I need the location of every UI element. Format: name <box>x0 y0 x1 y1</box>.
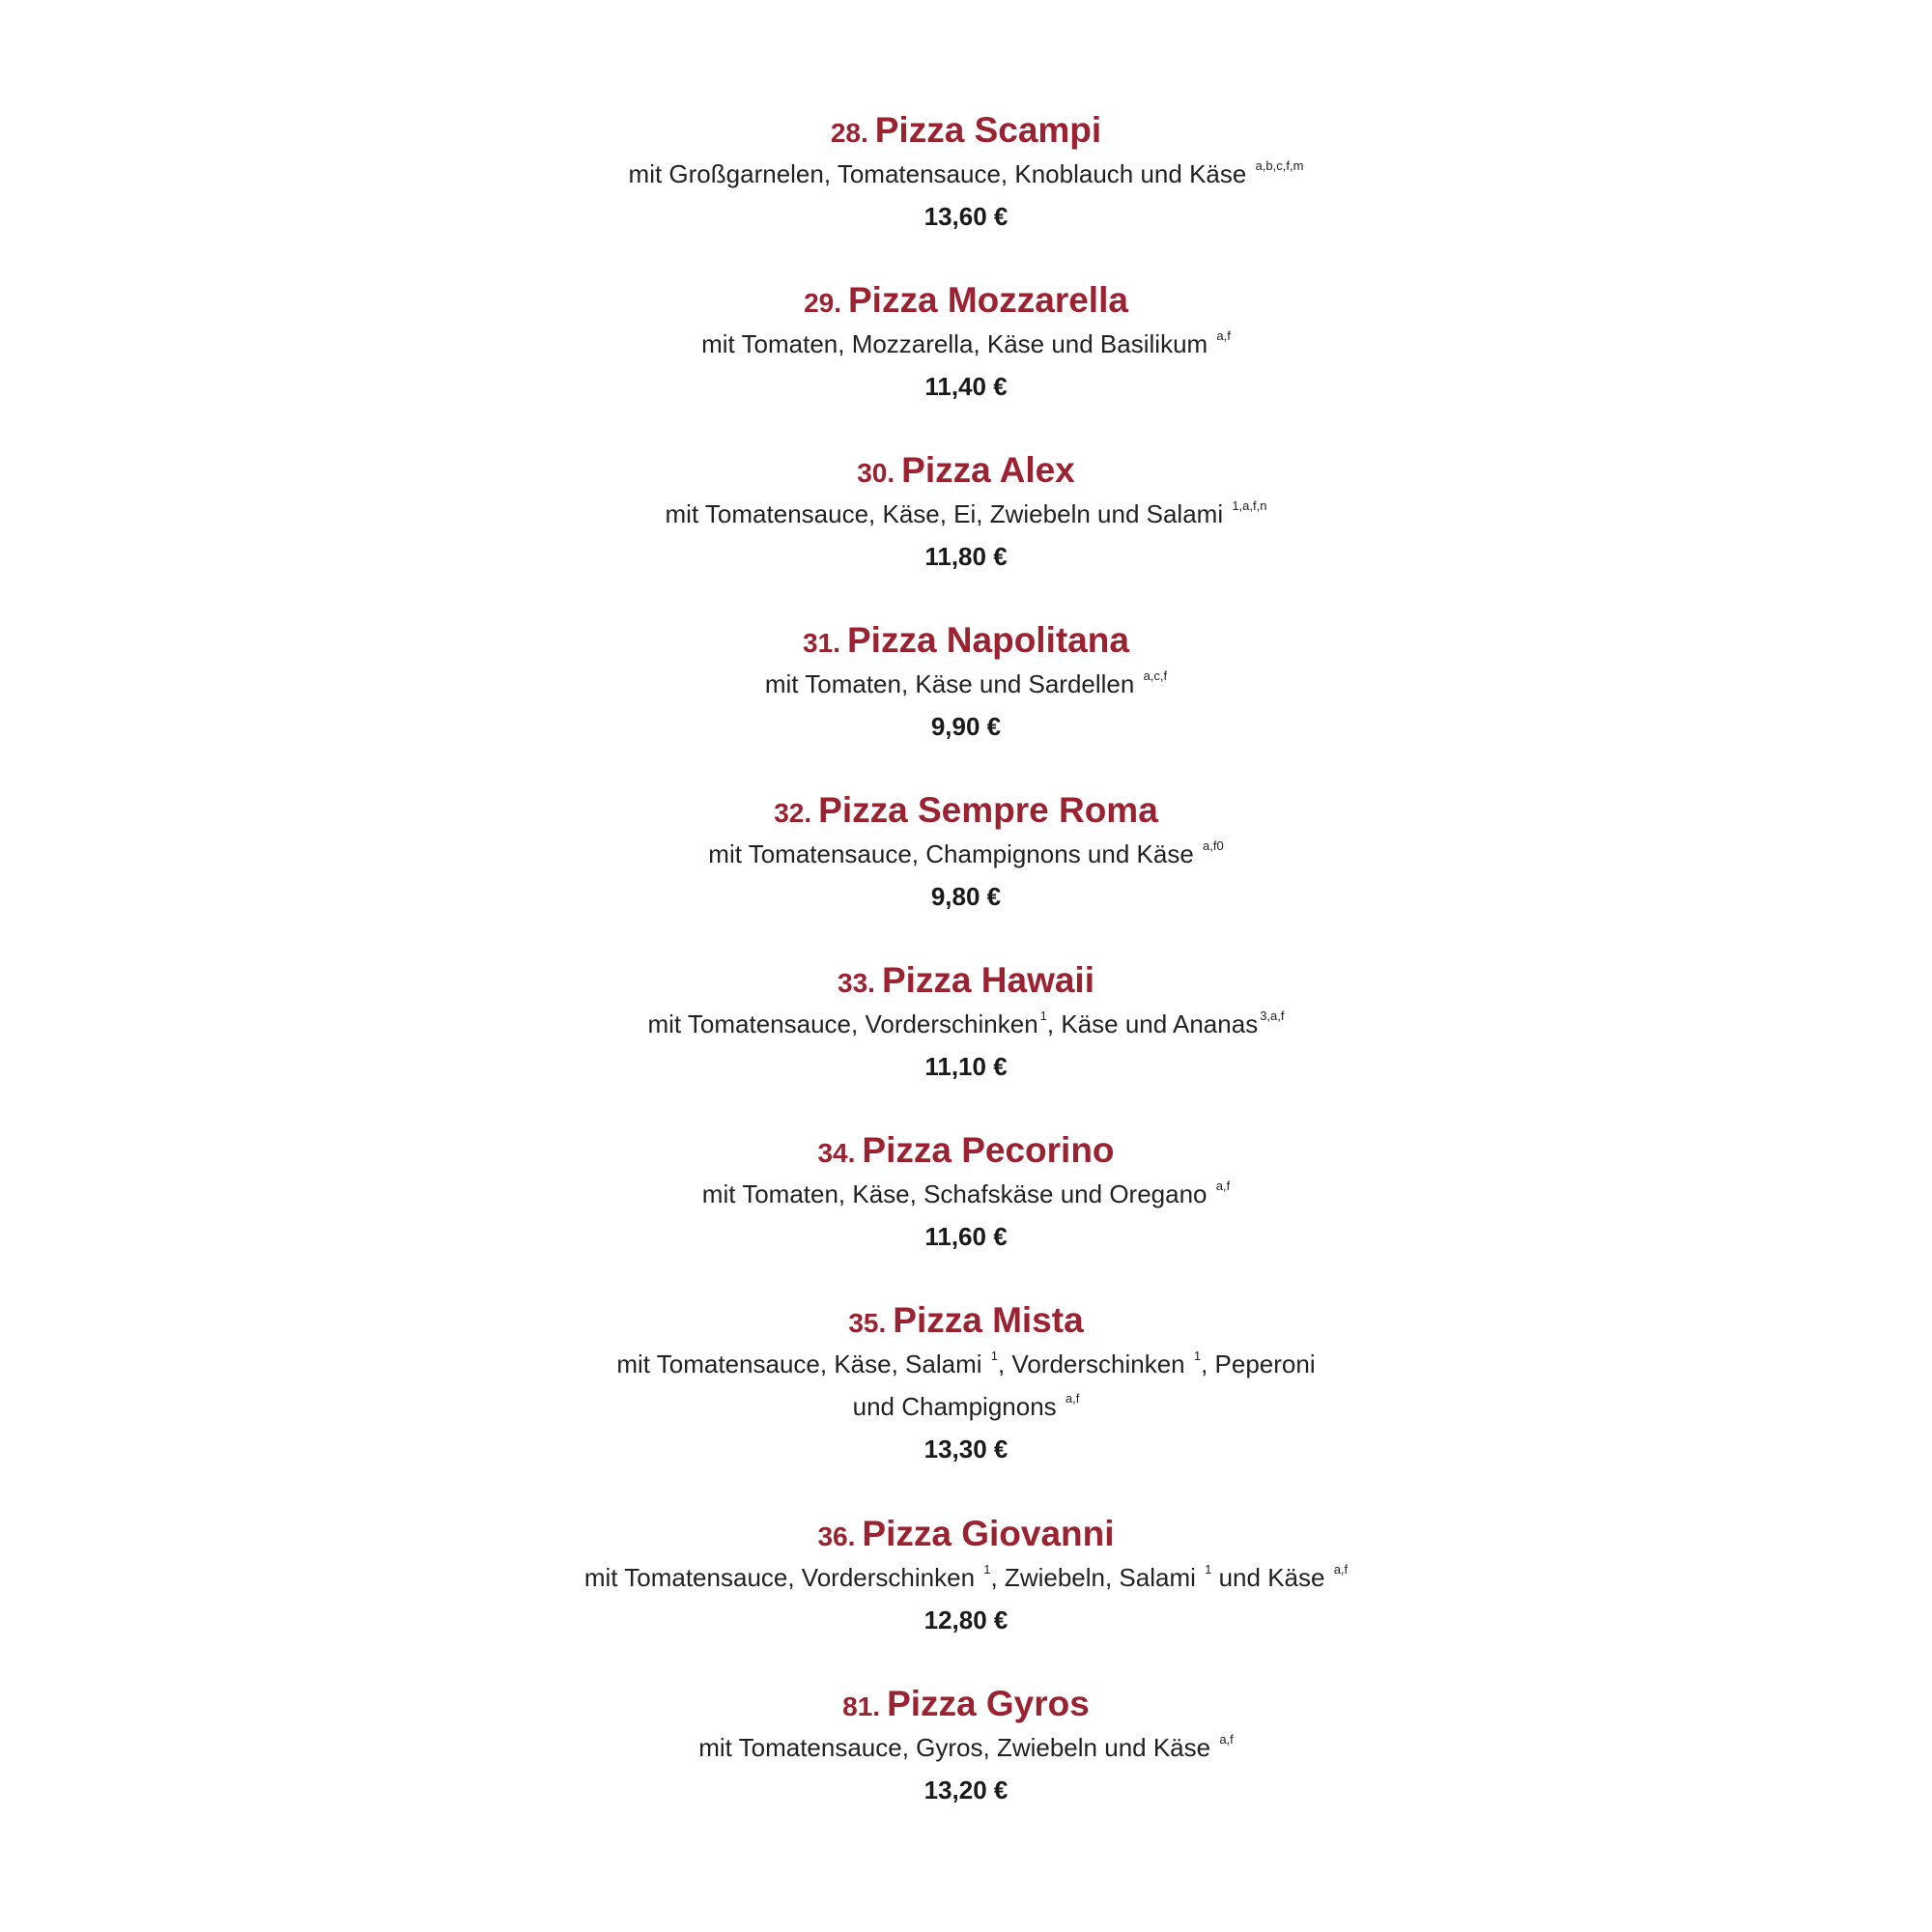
menu-item-description <box>0 663 1932 705</box>
menu-item-name: Pizza Giovanni <box>862 1514 1115 1553</box>
menu-item-description <box>0 1726 1932 1769</box>
description-text: mit Tomatensauce, Vorderschinken <box>647 1009 1038 1038</box>
description-text: mit Tomatensauce, Champignons und Käse <box>708 839 1202 868</box>
menu-item-title <box>0 958 1932 1003</box>
allergen-codes: 1 <box>1205 1562 1212 1577</box>
menu-item-name: Pizza Sempre Roma <box>818 790 1158 830</box>
menu-item-description <box>0 833 1932 875</box>
allergen-codes: 1 <box>1039 1009 1047 1023</box>
menu-item-title <box>0 1298 1932 1343</box>
menu-item-description <box>0 1173 1932 1215</box>
menu-item <box>0 1298 1932 1512</box>
menu-item-number: 81. <box>842 1691 881 1721</box>
menu-item-name: Pizza Napolitana <box>846 620 1129 660</box>
menu-item-price: 11,40 € <box>924 372 1008 401</box>
description-text: mit Tomaten, Käse und Sardellen <box>764 669 1142 698</box>
allergen-codes: a,f <box>1333 1562 1349 1577</box>
menu-item-price: 11,10 € <box>924 1052 1008 1081</box>
menu-item-title <box>0 1128 1932 1173</box>
description-text: mit Tomatensauce, Gyros, Zwiebeln und Käse <box>698 1733 1218 1762</box>
description-text: mit Tomatensauce, Vorderschinken <box>583 1563 982 1592</box>
menu-item-name: Pizza Hawaii <box>881 960 1094 1000</box>
menu-item-number: 35. <box>848 1308 887 1338</box>
menu-item <box>0 618 1932 788</box>
allergen-codes: 1 <box>990 1349 998 1363</box>
menu-item-name: Pizza Mozzarella <box>848 280 1128 320</box>
allergen-codes: 1 <box>1193 1349 1202 1363</box>
description-text: und Käse <box>1211 1563 1332 1592</box>
description-text: , Zwiebeln, Salami <box>990 1563 1204 1592</box>
menu-item-name: Pizza Pecorino <box>862 1130 1115 1170</box>
menu-item-number: 30. <box>857 458 895 488</box>
description-text: mit Tomaten, Mozzarella, Käse und Basilikum <box>701 329 1215 358</box>
allergen-codes: a,c,f <box>1143 668 1168 683</box>
allergen-codes: 1 <box>983 1562 991 1577</box>
description-text: mit Tomatensauce, Käse, Ei, Zwiebeln und Salami <box>665 499 1231 528</box>
menu-item <box>0 1682 1932 1852</box>
menu-item <box>0 1128 1932 1298</box>
menu-item-description <box>0 153 1932 195</box>
menu-item-title <box>0 1682 1932 1726</box>
menu-item-number: 33. <box>838 968 875 998</box>
menu-item-description <box>0 323 1932 365</box>
menu-item <box>0 108 1932 278</box>
menu-item-price: 9,80 € <box>930 882 1002 911</box>
menu-item-number: 31. <box>803 628 840 658</box>
menu-item-name: Pizza Gyros <box>887 1684 1090 1723</box>
menu-item-description <box>0 493 1932 535</box>
allergen-codes: 3,a,f <box>1260 1009 1285 1023</box>
menu-item-title <box>0 108 1932 153</box>
menu-item-name: Pizza Alex <box>901 450 1075 490</box>
menu-item-title <box>0 448 1932 493</box>
menu-item-description <box>0 1003 1932 1045</box>
menu-item-description <box>0 1343 1932 1385</box>
menu-item-number: 28. <box>830 118 868 148</box>
menu-item-price: 9,90 € <box>930 712 1002 741</box>
allergen-codes: 1,a,f,n <box>1232 498 1267 513</box>
menu-item-title <box>0 1512 1932 1556</box>
allergen-codes: a,f <box>1219 1732 1234 1747</box>
menu-item-name: Pizza Scampi <box>874 110 1102 150</box>
description-text: mit Tomaten, Käse, Schafskäse und Oregano <box>701 1179 1214 1208</box>
menu-item-price: 11,60 € <box>924 1222 1008 1251</box>
menu-item <box>0 788 1932 958</box>
menu-item <box>0 958 1932 1128</box>
menu-item-description <box>0 1556 1932 1599</box>
menu-item-number: 32. <box>774 798 812 828</box>
description-text: mit Tomatensauce, Käse, Salami <box>616 1350 989 1378</box>
menu-item-title <box>0 618 1932 663</box>
description-text: mit Großgarnelen, Tomatensauce, Knoblauch und Käse <box>628 159 1254 188</box>
menu-item-price: 13,20 € <box>923 1776 1009 1804</box>
menu-item <box>0 278 1932 448</box>
menu-item <box>0 1512 1932 1682</box>
menu-item-number: 34. <box>817 1138 856 1168</box>
menu-item-number: 36. <box>817 1521 856 1551</box>
allergen-codes: a,f <box>1215 1179 1231 1193</box>
menu-item-price: 11,80 € <box>924 542 1008 571</box>
menu-item-price: 13,30 € <box>923 1435 1009 1463</box>
menu-item-description <box>0 1385 1932 1428</box>
allergen-codes: a,f <box>1216 328 1231 343</box>
allergen-codes: a,f <box>1065 1391 1080 1406</box>
allergen-codes: a,b,c,f,m <box>1255 158 1304 173</box>
description-text: , Vorderschinken <box>997 1350 1192 1378</box>
pizza-menu <box>0 108 1932 1852</box>
menu-item-title <box>0 278 1932 323</box>
description-text: und Champignons <box>852 1392 1064 1421</box>
menu-item-number: 29. <box>804 288 841 318</box>
menu-item-price: 13,60 € <box>923 202 1009 231</box>
menu-item-name: Pizza Mista <box>893 1300 1084 1340</box>
allergen-codes: a,f0 <box>1203 838 1224 853</box>
menu-item-price: 12,80 € <box>923 1605 1009 1634</box>
description-text: , Peperoni <box>1201 1350 1316 1378</box>
description-text: , Käse und Ananas <box>1046 1009 1259 1038</box>
menu-item <box>0 448 1932 618</box>
menu-item-title <box>0 788 1932 833</box>
